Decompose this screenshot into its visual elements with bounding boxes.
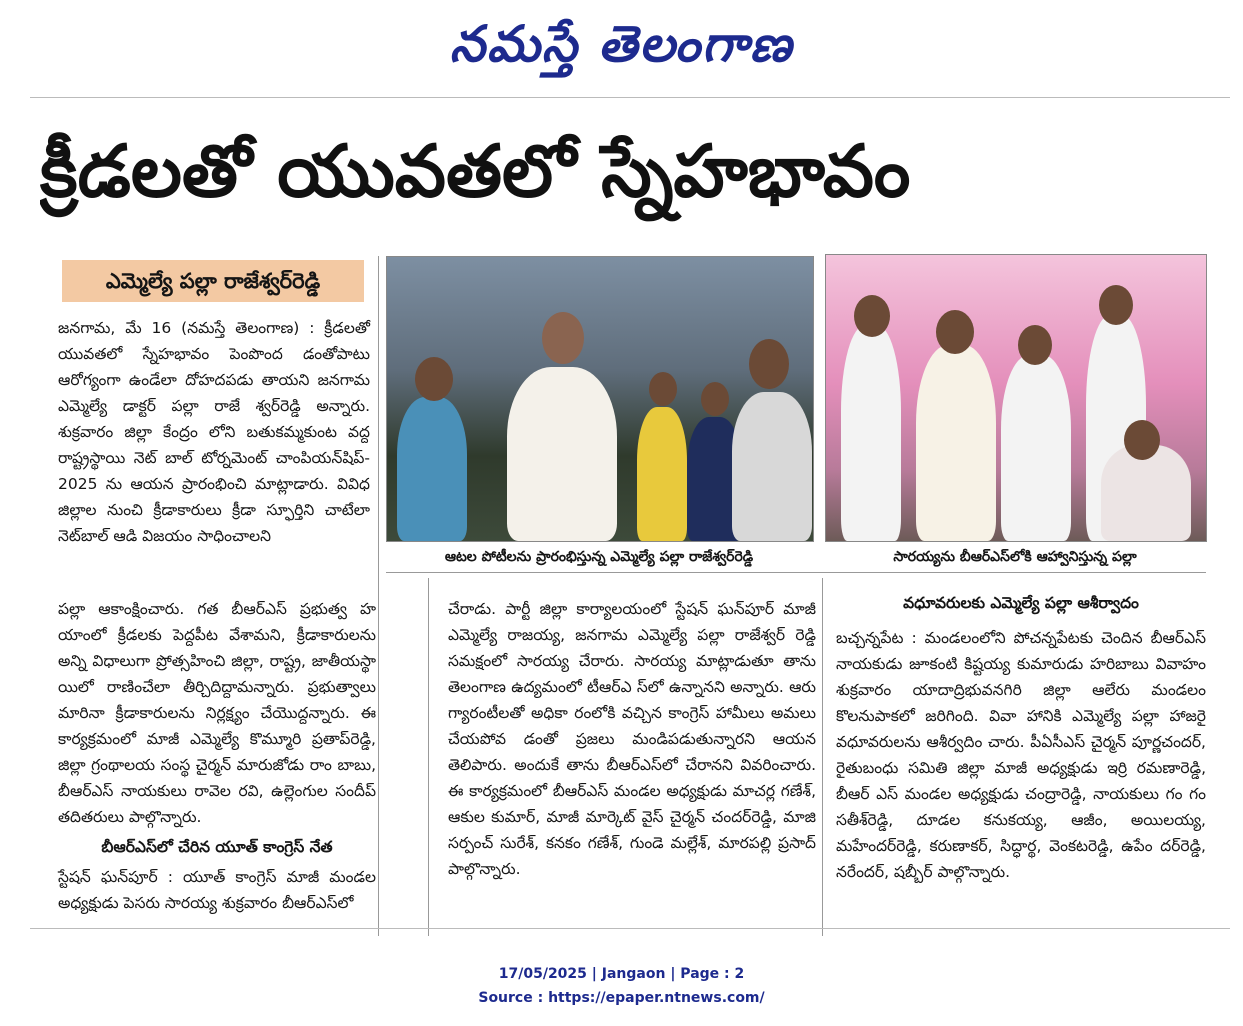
subhead-youth-congress: బీఆర్‌ఎస్‌లో చేరిన యూత్ కాంగ్రెస్ నేత: [101, 838, 333, 856]
footer-date-edition: 17/05/2025 | Jangaon | Page : 2: [498, 966, 745, 982]
headline: క్రీడలతో యువతలో స్నేహభావం: [40, 129, 911, 213]
article-left-bottom: [58, 596, 376, 830]
article-paragraph: చేరాడు. పార్టీ జిల్లా కార్యాలయంలో స్టేషన్ ఘన్‌పూర్ మాజీ ఎమ్మెల్యే రాజయ్య, జనగామ ఎమ్మెల్యే పల్లా రాజేశ్వర్ రెడ్డి సమక్షంలో సారయ్య చేరారు. సారయ్య మాట్లాడుతూ తాను తెలంగాణ ఉద్యమంలో టీఆర్‌ఎ స్‌లో ఉన్నానని అన్నారు. ఆరు గ్యారంటీలతో అధికా రంలోకి వచ్చిన కాంగ్రెస్ హామీలు అమలు చేయపోవ డంతో ప్రజలు మండిపడుతున్నారని ఆయన తెలిపారు. అందుకే తాను బీఆర్‌ఎస్‌లో చేరానని వివరించారు. ఈ కార్యక్రమంలో బీఆర్‌ఎస్ మండల అధ్యక్షుడు మాచర్ల గణేశ్, ఆకుల కుమార్, మాజీ మార్కెట్ వైస్ చైర్మన్ చందర్‌రెడ్డి, మాజి సర్పంచ్ సురేశ్, కనకం గణేశ్, గుండె మల్లేశ్, మారపల్లి ప్రసాద్ పాల్గొన్నారు.: [448, 600, 816, 878]
article-middle: [448, 596, 816, 882]
column-divider: [378, 256, 379, 936]
row-divider: [386, 572, 1206, 573]
article-paragraph: బచ్చన్నపేట : మండలంలోని పోచన్నపేటకు చెందిన బీఆర్‌ఎస్ నాయకుడు జూకంటి కిష్టయ్య కుమారుడు హరిబాబు వివాహం శుక్రవారం యాదాద్రిభువనగిరి జిల్లా ఆలేరు మండలం కొలనుపాకలో జరిగింది. వివా హానికి ఎమ్మెల్యే పల్లా హాజరై వధూవరులను ఆశీర్వదిం చారు. పీఏసీఎస్ చైర్మన్ పూర్ణచందర్, రైతుబంధు సమితి జిల్లా మాజీ అధ్యక్షుడు ఇర్రి రమణారెడ్డి, బీఆర్ ఎస్ మండల అధ్యక్షుడు చంద్రారెడ్డి, నాయకులు గం గం సతీశ్‌రెడ్డి, దూడల కనుకయ్య, ఆజీం, అయిలయ్య, మహేందర్‌రెడ్డి, కరుణాకర్, సిద్ధార్థ, వెంకటరెడ్డి, ఉపేం దర్‌రెడ్డి, నరేందర్, షబ్బీర్ పాల్గొన్నారు.: [836, 629, 1206, 881]
photo-caption-right: సారయ్యను బీఆర్‌ఎస్‌లోకి ఆహ్వానిస్తున్న పల్లా: [893, 549, 1137, 565]
bottom-divider: [30, 928, 1230, 929]
article-right: [836, 625, 1206, 885]
column-divider: [428, 578, 429, 936]
subhead-wedding-blessing: వధూవరులకు ఎమ్మెల్యే పల్లా ఆశీర్వాదం: [903, 594, 1139, 612]
article-paragraph: పల్లా ఆకాంక్షించారు. గత బీఆర్‌ఎస్ ప్రభుత్వ హ యాంలో క్రీడలకు పెద్దపీట వేశామని, క్రీడాకారులను అన్ని విధాలుగా ప్రోత్సహించి జిల్లా, రాష్ట్ర, జాతీయస్థా యిలో రాణించేలా తీర్చిదిద్దామన్నారు. ప్రభుత్వాలు మారినా క్రీడాకారులను నిర్లక్ష్యం చేయొద్దన్నారు. ఈ కార్యక్రమంలో మాజీ ఎమ్మెల్యే కొమ్మూరి ప్రతాప్‌రెడ్డి, జిల్లా గ్రంథాలయ సంస్థ చైర్మన్ మారుజోడు రాం బాబు, బీఆర్‌ఎస్ నాయకులు రావెల రవి, ఉల్లెంగుల సందీప్ తదితరులు పాల్గొన్నారు.: [58, 600, 376, 826]
footer: [0, 962, 1243, 1010]
byline-banner: ఎమ్మెల్యే పల్లా రాజేశ్వర్‌రెడ్డి: [62, 260, 364, 302]
article-left-end: స్టేషన్ ఘన్‌పూర్ : యూత్ కాంగ్రెస్ మాజీ మండల అధ్యక్షుడు పెసరు సారయ్య శుక్రవారం బీఆర్‌ఎస్‌లో: [58, 868, 376, 912]
photo-netball-inauguration: [386, 256, 814, 542]
column-divider: [822, 578, 823, 936]
photo-caption-left: ఆటల పోటీలను ప్రారంభిస్తున్న ఎమ్మెల్యే పల్లా రాజేశ్వర్‌రెడ్డి: [444, 549, 754, 565]
top-divider: [30, 97, 1230, 98]
masthead-logo: నమస్తే తెలంగాణ: [449, 15, 794, 73]
article-paragraph: జనగామ, మే 16 (నమస్తే తెలంగాణ) : క్రీడలతో యువతలో స్నేహభావం పెంపొంద డంతోపాటు ఆరోగ్యంగా ఉండేలా దోహదపడు తాయని జనగామ ఎమ్మెల్యే డాక్టర్ పల్లా రాజే శ్వర్‌రెడ్డి అన్నారు. శుక్రవారం జిల్లా కేంద్రం లోని బతుకమ్మకుంట వద్ద రాష్ట్రస్థాయి నెట్ బాల్ టోర్నమెంట్ చాంపియన్‌షిప్- 2025 ను ఆయన ప్రారంభించి మాట్లాడారు. వివిధ జిల్లాల నుంచి క్రీడాకారులు క్రీడా స్ఫూర్తిని చాటేలా నెట్‌బాల్ ఆడి విజయం సాధించాలని: [58, 319, 370, 545]
footer-source: Source : https://epaper.ntnews.com/: [478, 990, 765, 1006]
photo-party-joining: [825, 254, 1207, 542]
article-left-top: [58, 315, 370, 549]
